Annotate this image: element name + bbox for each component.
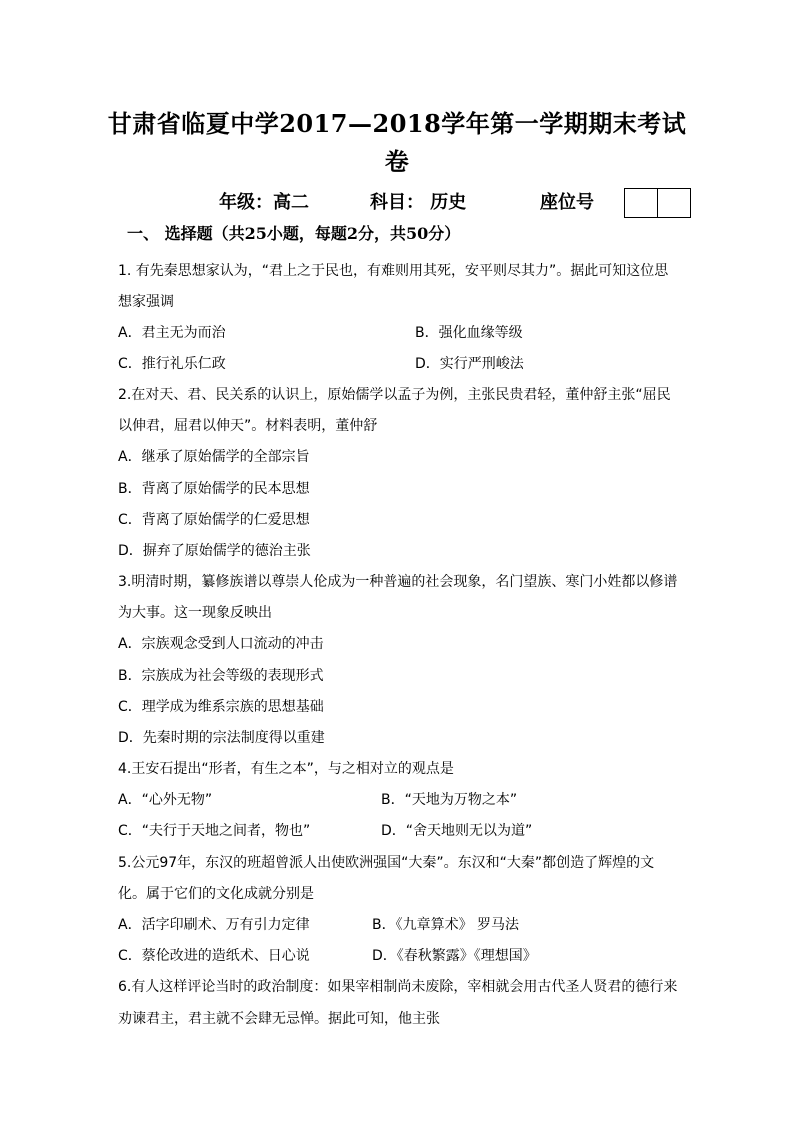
q4-option-c: C．“夫行于天地之间者，物也” <box>118 823 311 839</box>
q1-option-c: C．推行礼乐仁政 <box>118 356 226 372</box>
q1-stem-line-1: 1. 有先秦思想家认为，“君上之于民也，有难则用其死，安平则尽其力”。据此可知这位思 <box>118 263 669 279</box>
seat-number-label: 座位号 <box>540 192 594 213</box>
q3-stem-line-1: 3.明清时期，纂修族谱以尊崇人伦成为一种普遍的社会现象，名门望族、寒门小姓都以修谱 <box>118 574 678 590</box>
q3-stem-line-2: 为大事。这一现象反映出 <box>118 605 272 621</box>
q2-option-c: C．背离了原始儒学的仁爱思想 <box>118 512 310 528</box>
q5-option-d: D．《春秋繁露》《理想国》 <box>372 948 537 964</box>
q1-stem-line-2: 想家强调 <box>118 294 174 310</box>
q2-option-d: D．摒弃了原始儒学的德治主张 <box>118 543 311 559</box>
section-heading: 一、 选择题（共25小题，每题2分，共50分） <box>127 224 461 243</box>
seat-number-box-1[interactable] <box>624 188 658 218</box>
q5-option-c: C．蔡伦改进的造纸术、日心说 <box>118 948 310 964</box>
exam-title-line-1: 甘肃省临夏中学2017—2018学年第一学期期末考试 <box>107 109 687 138</box>
q2-option-b: B．背离了原始儒学的民本思想 <box>118 481 310 497</box>
q4-stem-line-1: 4.王安石提出“形者，有生之本”，与之相对立的观点是 <box>118 761 454 777</box>
q2-stem-line-1: 2.在对天、君、民关系的认识上，原始儒学以孟子为例，主张民贵君轻，董仲舒主张“屈民 <box>118 387 671 403</box>
exam-title-line-2: 卷 <box>384 147 410 176</box>
q2-option-a: A．继承了原始儒学的全部宗旨 <box>118 449 310 465</box>
q6-stem-line-2: 劝谏君主，君主就不会肆无忌惮。据此可知，他主张 <box>118 1011 440 1027</box>
grade-label: 年级：高二 <box>219 192 309 213</box>
q1-option-b: B．强化血缘等级 <box>415 325 523 341</box>
q6-stem-line-1: 6.有人这样评论当时的政治制度：如果宰相制尚未废除，宰相就会用古代圣人贤君的德行来 <box>118 979 678 995</box>
q3-option-b: B．宗族成为社会等级的表现形式 <box>118 668 324 684</box>
q5-option-b: B．《九章算术》 罗马法 <box>372 917 520 933</box>
q1-option-a: A．君主无为而治 <box>118 325 226 341</box>
q5-option-a: A．活字印刷术、万有引力定律 <box>118 917 310 933</box>
seat-number-box-2[interactable] <box>657 188 691 218</box>
q2-stem-line-2: 以伸君，屈君以伸天”。材料表明，董仲舒 <box>118 418 378 434</box>
q5-stem-line-2: 化。属于它们的文化成就分别是 <box>118 886 314 902</box>
q4-option-d: D．“舍天地则无以为道” <box>381 823 533 839</box>
q4-option-b: B．“天地为万物之本” <box>381 792 518 808</box>
q3-option-c: C．理学成为维系宗族的思想基础 <box>118 699 324 715</box>
subject-label: 科目： 历史 <box>370 192 467 213</box>
q3-option-a: A．宗族观念受到人口流动的冲击 <box>118 636 324 652</box>
q1-option-d: D．实行严刑峻法 <box>415 356 524 372</box>
q3-option-d: D．先秦时期的宗法制度得以重建 <box>118 730 325 746</box>
q4-option-a: A．“心外无物” <box>118 792 213 808</box>
q5-stem-line-1: 5.公元97年，东汉的班超曾派人出使欧洲强国“大秦”。东汉和“大秦”都创造了辉煌的文 <box>118 855 655 871</box>
